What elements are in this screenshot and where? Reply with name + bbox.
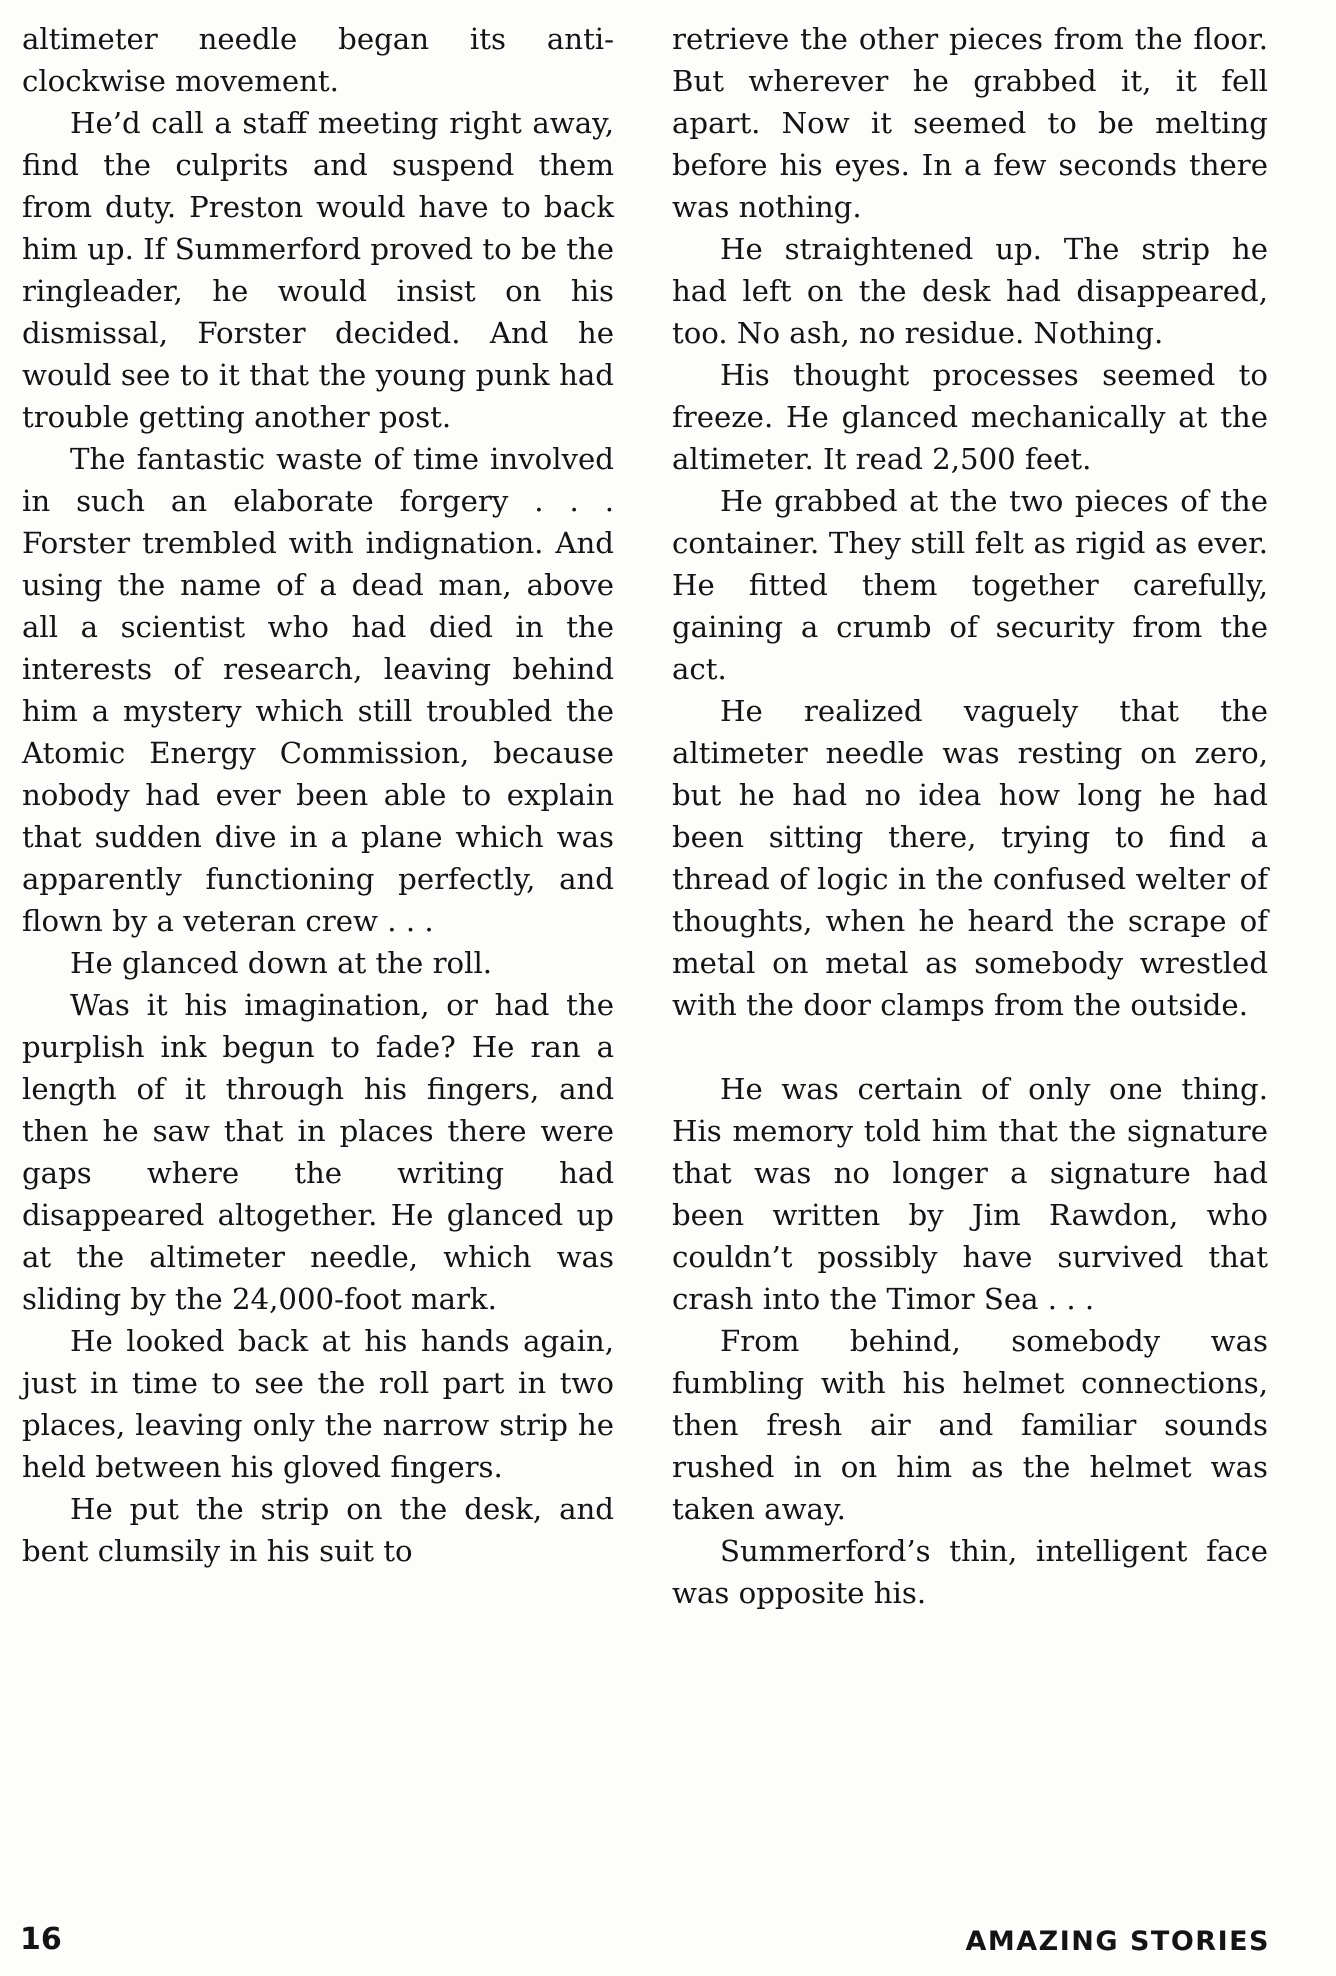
left-paragraph-3: The fantastic waste of time involved in such an elaborate forgery . . . Forster trembled with indignation. And using the name of a dead man, above all a scientist who had died in the interests of research, leaving behind him a mystery which still troubled the Atomic Energy Commission, because nobody had ever been able to explain that sudden dive in a plane which was apparently functioning perfectly, and flown by a veteran crew . . . <box>22 442 614 938</box>
left-paragraph-4: He glanced down at the roll. <box>70 946 493 980</box>
left-paragraph-7: He put the strip on the desk, and bent clumsily in his suit to <box>22 1492 614 1568</box>
left-column <box>22 18 614 1572</box>
right-paragraph-4: He grabbed at the two pieces of the container. They still felt as rigid as ever. He fitted them together carefully, gaining a crumb of security from the act. <box>672 484 1268 686</box>
right-paragraph-7: From behind, somebody was fumbling with his helmet connections, then fresh air and familiar sounds rushed in on him as the helmet was taken away. <box>672 1324 1268 1526</box>
right-column <box>672 18 1268 1614</box>
right-paragraph-8: Summerford’s thin, intelligent face was opposite his. <box>672 1534 1268 1610</box>
left-paragraph-5: Was it his imagination, or had the purplish ink begun to fade? He ran a length of it through his fingers, and then he saw that in places there were gaps where the writing had disappeared altogether. He glanced up at the altimeter needle, which was sliding by the 24,000-foot mark. <box>22 988 614 1316</box>
right-paragraph-6: He was certain of only one thing. His memory told him that the signature that was no longer a signature had been written by Jim Rawdon, who couldn’t possibly have survived that crash into the Timor Sea . . . <box>672 1072 1268 1316</box>
page-number: 16 <box>20 1922 62 1957</box>
right-paragraph-1: retrieve the other pieces from the floor. But wherever he grabbed it, it fell apart. Now it seemed to be melting before his eyes. In a few seconds there was nothing. <box>672 22 1268 224</box>
right-paragraph-2: He straightened up. The strip he had left on the desk had disappeared, too. No ash, no residue. Nothing. <box>672 232 1268 350</box>
magazine-name: AMAZING STORIES <box>965 1926 1270 1957</box>
left-paragraph-6: He looked back at his hands again, just in time to see the roll part in two places, leaving only the narrow strip he held between his gloved fingers. <box>22 1324 614 1484</box>
right-paragraph-3: His thought processes seemed to freeze. He glanced mechanically at the altimeter. It read 2,500 feet. <box>672 358 1268 476</box>
left-paragraph-2: He’d call a staff meeting right away, find the culprits and suspend them from duty. Preston would have to back him up. If Summerford proved to be the ringleader, he would insist on his dismissal, Forster decided. And he would see to it that the young punk had trouble getting another post. <box>22 106 614 434</box>
right-paragraph-5: He realized vaguely that the altimeter needle was resting on zero, but he had no idea how long he had been sitting there, trying to find a thread of logic in the confused welter of thoughts, when he heard the scrape of metal on metal as somebody wrestled with the door clamps from the outside. <box>672 694 1268 1022</box>
left-paragraph-1: altimeter needle began its anti-clockwise movement. <box>22 22 614 98</box>
